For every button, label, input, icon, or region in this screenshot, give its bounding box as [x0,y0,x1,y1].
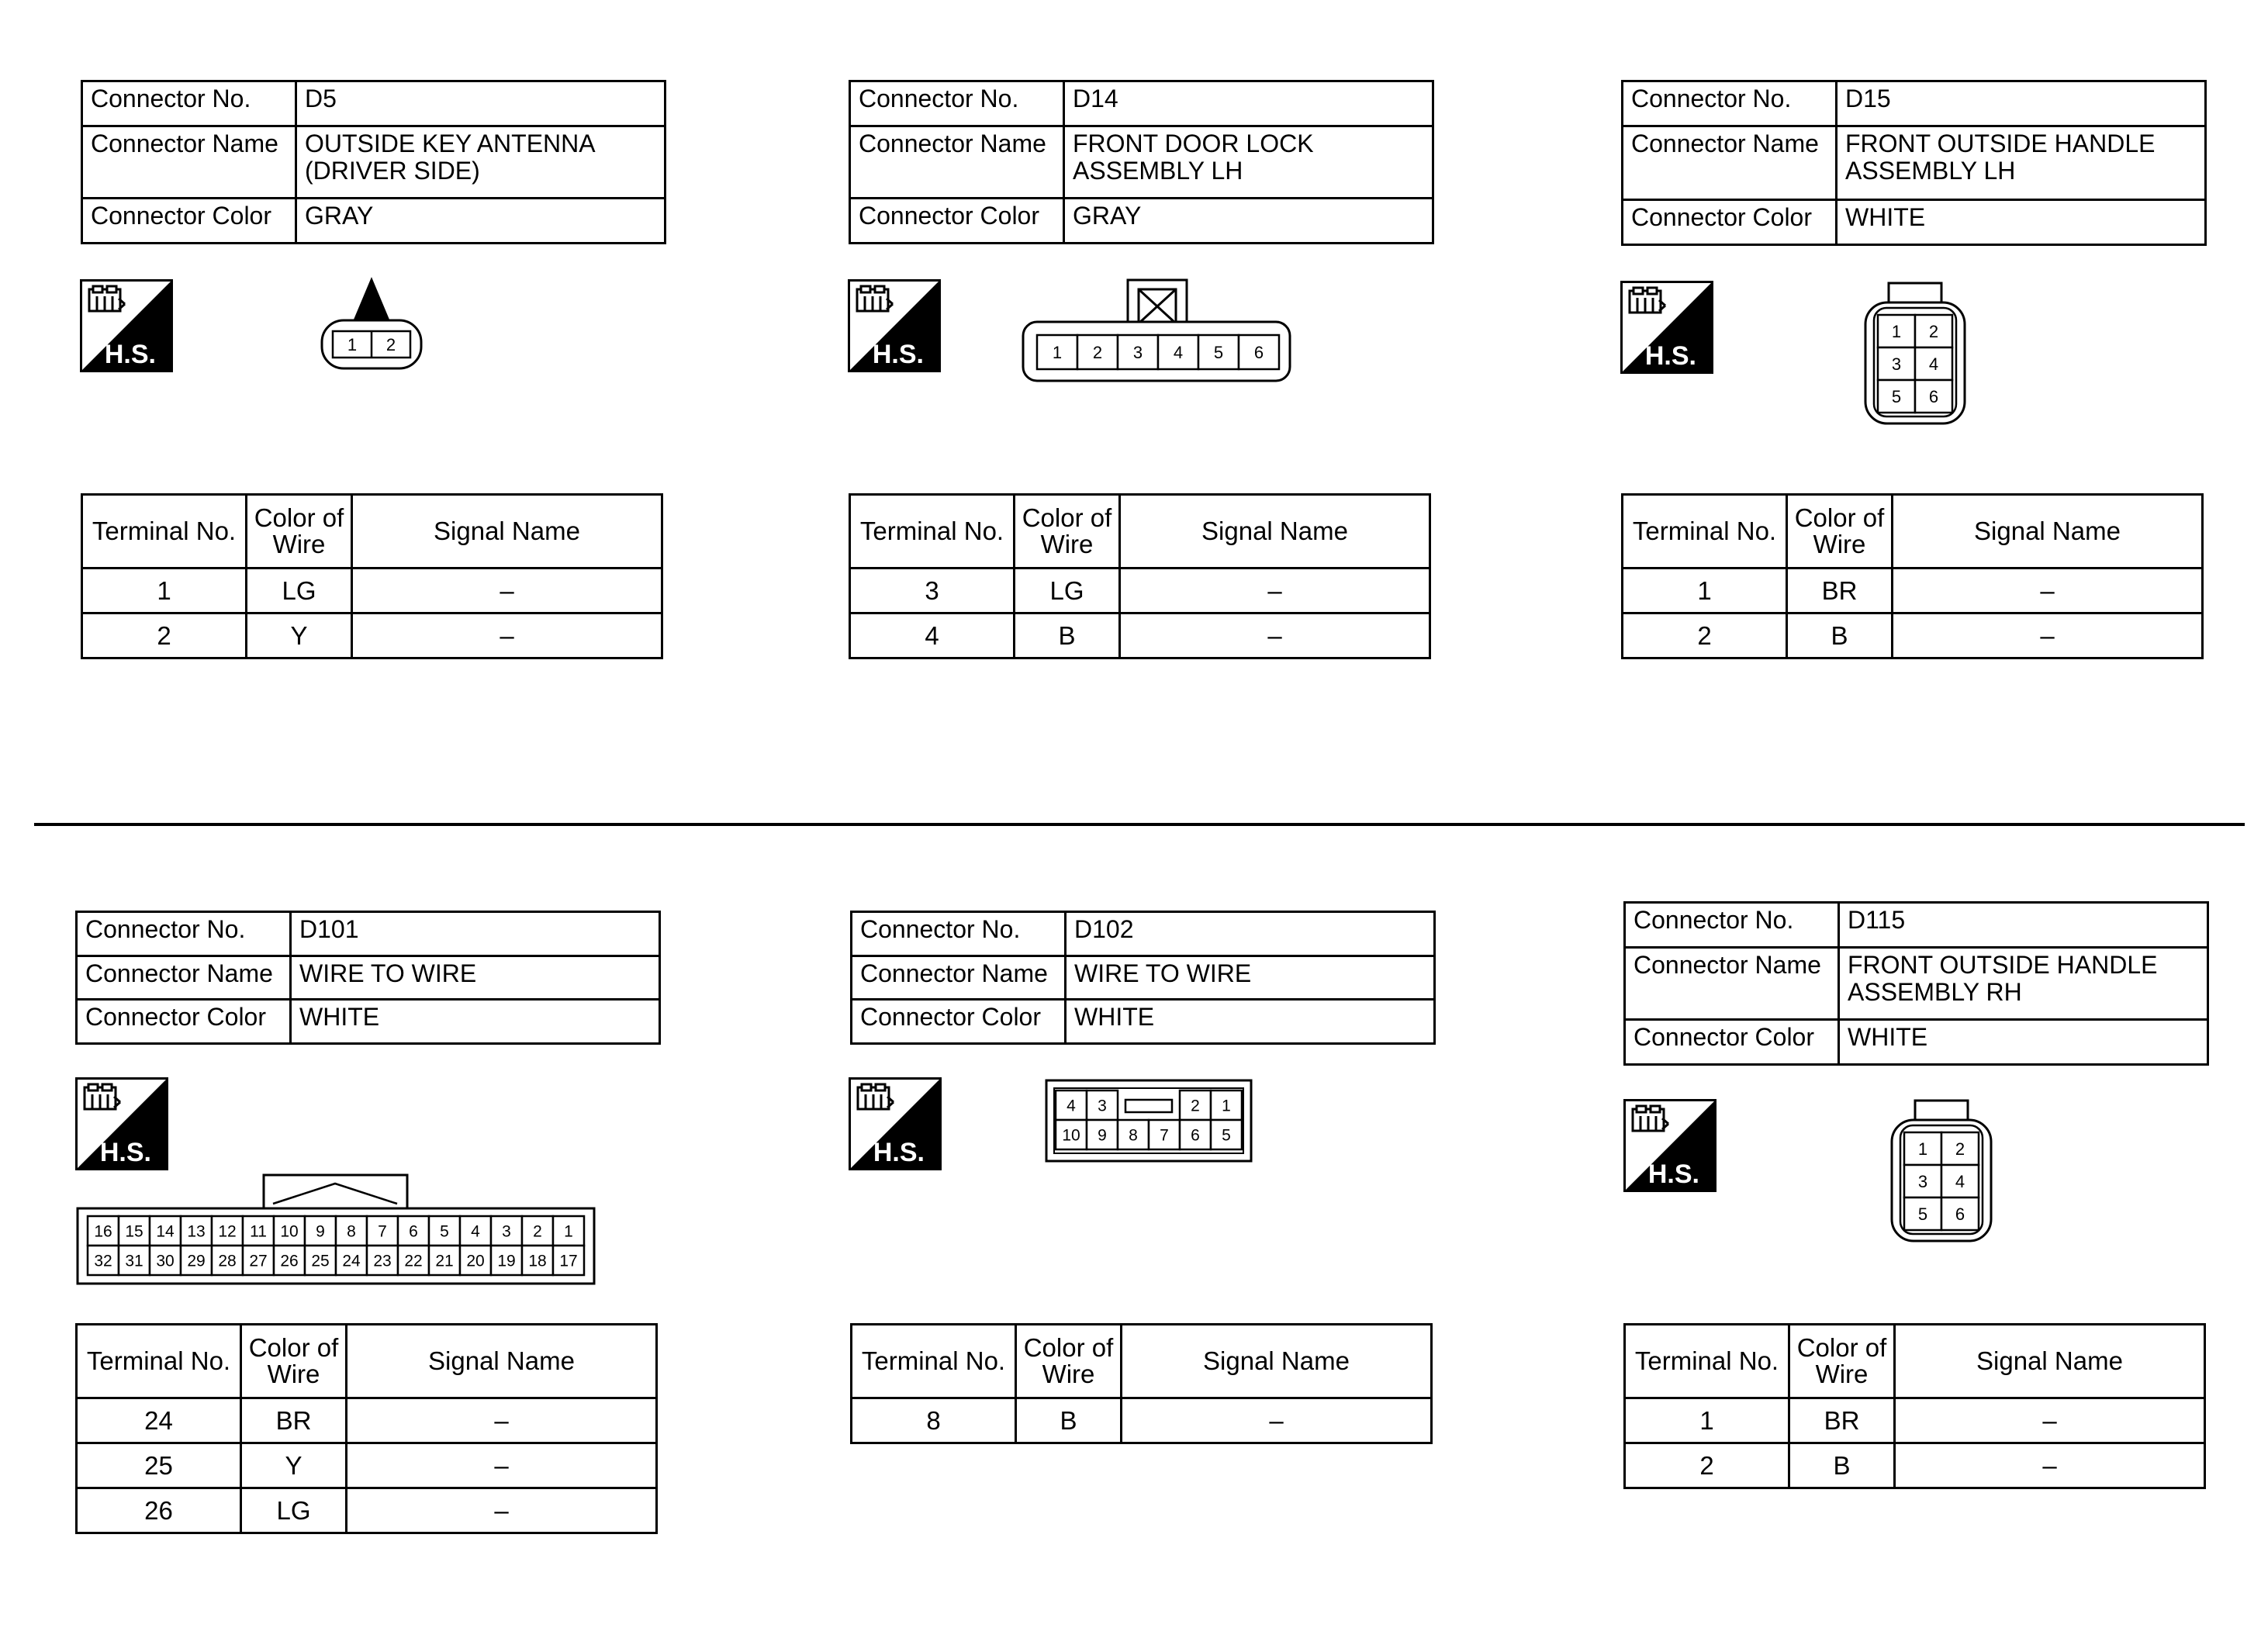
terminal-panel-d102 [850,1323,1433,1444]
wire-color-header-line-1: Color of [248,1333,339,1362]
connector-name-value: WIRE TO WIRE [291,956,660,1000]
pin-label: 2 [385,335,396,354]
connector-name-line-1: FRONT OUTSIDE HANDLE [1845,130,2156,157]
terminal-no-header: Terminal No. [852,1325,1016,1398]
wire-color-cell: LG [1015,569,1120,613]
connector-no-value: D115 [1839,903,2208,948]
pin-label: 3 [1891,354,1902,374]
pin-label: 31 [125,1252,143,1270]
terminal-table [1621,493,2204,659]
wire-color-cell: B [1015,613,1120,658]
hs-label: H.S. [104,340,156,369]
terminal-no-header: Terminal No. [77,1325,241,1398]
connector-no-value: D14 [1064,81,1433,126]
signal-name-cell: – [1120,613,1430,658]
table-row [1625,1398,2205,1443]
signal-name-header: Signal Name [1120,495,1430,569]
signal-name-header: Signal Name [352,495,662,569]
terminal-no-cell: 26 [77,1488,241,1533]
connector-name-label: Connector Name [850,126,1064,199]
pin-label: 7 [378,1222,387,1241]
connector-panel-d5 [81,80,666,244]
connector-info-table [849,80,1434,244]
wire-color-header-line-1: Color of [1794,503,1885,532]
terminal-panel-d14 [849,493,1431,659]
connector-panel-d102 [850,911,1436,1045]
terminal-table [849,493,1431,659]
connector-panel-d14 [849,80,1434,244]
connector-face-d102 [1044,1078,1253,1163]
pin-label: 2 [1191,1097,1200,1115]
table-row [77,1488,657,1533]
connector-color-label: Connector Color [850,199,1064,244]
pin-label: 8 [1129,1126,1138,1145]
pin-label: 9 [316,1222,325,1241]
signal-name-cell: – [1893,569,2203,613]
harness-side-icon [1620,281,1713,374]
pin-label: 1 [347,335,358,354]
pin-label: 25 [311,1252,330,1270]
connector-info-table [75,911,661,1045]
table-row [1625,1443,2205,1488]
connector-color-label: Connector Color [1623,200,1837,245]
terminal-no-cell: 25 [77,1443,241,1488]
terminal-no-header: Terminal No. [1623,495,1787,569]
connector-name-value [296,126,666,199]
wire-color-cell: Y [247,613,352,658]
pin-label: 21 [435,1252,454,1270]
pin-label: 10 [1062,1126,1080,1145]
section-divider [34,823,2245,826]
pin-label: 5 [1213,342,1224,362]
connector-name-line-1: FRONT OUTSIDE HANDLE [1848,951,2158,979]
table-row [852,1398,1432,1443]
pin-label: 9 [1098,1126,1107,1145]
pin-label: 14 [156,1222,175,1241]
pin-label: 30 [156,1252,175,1270]
pin-label: 11 [250,1222,267,1241]
terminal-panel-d15 [1621,493,2204,659]
wire-color-cell: BR [1787,569,1893,613]
pin-label: 6 [1955,1204,1965,1224]
connector-panel-d15 [1621,80,2207,246]
connector-color-label: Connector Color [77,1000,291,1044]
hs-label: H.S. [1647,1160,1699,1189]
signal-name-cell: – [347,1443,657,1488]
wire-color-cell: BR [1789,1398,1895,1443]
wire-color-header [1016,1325,1122,1398]
connector-name-label: Connector Name [852,956,1066,1000]
pin-label: 13 [187,1222,206,1241]
pin-label: 32 [94,1252,112,1270]
connector-color-value: GRAY [1064,199,1433,244]
table-row [1623,569,2203,613]
connector-info-table [1623,901,2209,1066]
connector-name-value [1837,126,2206,200]
connector-no-label: Connector No. [850,81,1064,126]
terminal-no-cell: 8 [852,1398,1016,1443]
wire-color-header-line-1: Color of [1796,1333,1887,1362]
connector-color-value: WHITE [1839,1020,2208,1065]
pin-label: 5 [1917,1204,1928,1224]
table-row [77,1443,657,1488]
wire-color-cell: B [1016,1398,1122,1443]
pin-label: 1 [1052,342,1063,362]
terminal-no-cell: 2 [82,613,247,658]
pin-label: 22 [404,1252,423,1270]
connector-color-value: WHITE [1066,1000,1435,1044]
connector-name-label: Connector Name [1625,948,1839,1020]
signal-name-cell: – [1120,569,1430,613]
connector-color-label: Connector Color [82,199,296,244]
connector-color-label: Connector Color [852,1000,1066,1044]
pin-label: 10 [280,1222,299,1241]
terminal-panel-d101 [75,1323,658,1534]
wire-color-cell: BR [241,1398,347,1443]
connector-color-value: WHITE [291,1000,660,1044]
pin-label: 15 [125,1222,143,1241]
pin-label: 1 [564,1222,573,1241]
connector-no-label: Connector No. [77,912,291,956]
pin-label: 27 [249,1252,268,1270]
connector-face-d101 [75,1173,598,1287]
hs-label: H.S. [872,340,924,369]
wire-color-header-line-1: Color of [254,503,344,532]
connector-panel-d101 [75,911,661,1045]
connector-no-value: D102 [1066,912,1435,956]
terminal-no-header: Terminal No. [850,495,1015,569]
connector-no-value: D101 [291,912,660,956]
table-row [1623,613,2203,658]
wire-color-header [1787,495,1893,569]
pin-label: 3 [1917,1171,1928,1191]
harness-side-icon [1623,1099,1716,1192]
connector-face-d14 [1021,278,1294,384]
wire-color-header-line-2: Wire [1040,530,1094,558]
connector-name-line-1: FRONT DOOR LOCK [1073,130,1314,157]
pin-label: 5 [1891,386,1902,406]
wire-color-cell: B [1787,613,1893,658]
connector-name-value: WIRE TO WIRE [1066,956,1435,1000]
terminal-no-cell: 2 [1623,613,1787,658]
wire-color-cell: LG [241,1488,347,1533]
connector-no-label: Connector No. [1625,903,1839,948]
wire-color-header [1015,495,1120,569]
connector-color-value: WHITE [1837,200,2206,245]
pin-label: 6 [1253,342,1264,362]
pin-label: 17 [559,1252,578,1270]
signal-name-header: Signal Name [1122,1325,1432,1398]
connector-name-line-2: ASSEMBLY RH [1848,978,2022,1006]
pin-label: 23 [373,1252,392,1270]
pin-label: 5 [1222,1126,1231,1145]
terminal-no-cell: 1 [1623,569,1787,613]
hs-label: H.S. [1644,341,1696,371]
harness-side-icon [75,1077,168,1170]
wire-color-header [241,1325,347,1398]
connector-name-line-2: ASSEMBLY LH [1845,157,2016,185]
pin-label: 6 [1191,1126,1200,1145]
pin-label: 16 [94,1222,112,1241]
signal-name-header: Signal Name [1895,1325,2205,1398]
pin-label: 4 [1955,1171,1965,1191]
pin-label: 2 [1092,342,1103,362]
pin-label: 4 [471,1222,480,1241]
connector-name-line-2: ASSEMBLY LH [1073,157,1243,185]
pin-label: 8 [347,1222,356,1241]
connector-name-label: Connector Name [1623,126,1837,200]
signal-name-cell: – [1893,613,2203,658]
connector-info-table [850,911,1436,1045]
pin-label: 2 [1955,1139,1965,1159]
pin-label: 4 [1928,354,1939,374]
pin-label: 24 [342,1252,361,1270]
connector-no-label: Connector No. [852,912,1066,956]
connector-panel-d115 [1623,901,2209,1066]
pin-label: 1 [1917,1139,1928,1159]
table-row [850,613,1430,658]
connector-name-label: Connector Name [82,126,296,199]
signal-name-header: Signal Name [347,1325,657,1398]
pin-label: 5 [440,1222,449,1241]
pin-label: 3 [1098,1097,1107,1115]
hs-label: H.S. [99,1138,151,1167]
pin-label: 2 [1928,321,1939,341]
signal-name-cell: – [347,1488,657,1533]
pin-label: 7 [1160,1126,1169,1145]
terminal-table [75,1323,658,1534]
pin-label: 18 [528,1252,547,1270]
pin-label: 1 [1891,321,1902,341]
connector-face-d5 [320,275,424,372]
wire-color-cell: Y [241,1443,347,1488]
wire-color-cell: LG [247,569,352,613]
pin-label: 6 [409,1222,418,1241]
pin-label: 4 [1067,1097,1076,1115]
pin-label: 4 [1173,342,1184,362]
pin-label: 20 [466,1252,485,1270]
connector-color-label: Connector Color [1625,1020,1839,1065]
connector-name-value [1064,126,1433,199]
terminal-no-cell: 24 [77,1398,241,1443]
pin-label: 3 [502,1222,511,1241]
signal-name-cell: – [352,613,662,658]
wire-color-header-line-2: Wire [1813,530,1866,558]
signal-name-header: Signal Name [1893,495,2203,569]
terminal-panel-d5 [81,493,663,659]
key-slot [1125,1100,1172,1112]
terminal-table [850,1323,1433,1444]
signal-name-cell: – [1895,1443,2205,1488]
terminal-no-cell: 4 [850,613,1015,658]
terminal-table [81,493,663,659]
wire-color-header-line-2: Wire [267,1360,320,1388]
pin-label: 19 [497,1252,516,1270]
hs-label: H.S. [873,1138,925,1167]
connector-face-d15 [1863,281,1968,427]
harness-side-icon [80,279,173,372]
signal-name-cell: – [1122,1398,1432,1443]
terminal-no-cell: 2 [1625,1443,1789,1488]
connector-no-value: D15 [1837,81,2206,126]
connector-info-table [1621,80,2207,246]
pin-label: 12 [218,1222,237,1241]
connector-name-label: Connector Name [77,956,291,1000]
signal-name-cell: – [1895,1398,2205,1443]
table-row [850,569,1430,613]
signal-name-cell: – [347,1398,657,1443]
connector-name-line-2: (DRIVER SIDE) [305,157,480,185]
signal-name-cell: – [352,569,662,613]
terminal-no-header: Terminal No. [82,495,247,569]
table-row [82,569,662,613]
wire-color-header-line-2: Wire [1042,1360,1095,1388]
wire-color-cell: B [1789,1443,1895,1488]
terminal-no-cell: 3 [850,569,1015,613]
pin-label: 2 [533,1222,542,1241]
table-row [82,613,662,658]
connector-name-value [1839,948,2208,1020]
wire-color-header [247,495,352,569]
wire-color-header-line-1: Color of [1023,1333,1114,1362]
pin-label: 6 [1928,386,1939,406]
wire-color-header-line-2: Wire [272,530,326,558]
harness-side-icon [849,1077,942,1170]
pin-label: 1 [1222,1097,1231,1115]
terminal-no-cell: 1 [82,569,247,613]
pin-label: 3 [1132,342,1143,362]
connector-no-label: Connector No. [1623,81,1837,126]
terminal-table [1623,1323,2206,1489]
wire-color-header-line-1: Color of [1022,503,1112,532]
terminal-no-cell: 1 [1625,1398,1789,1443]
terminal-panel-d115 [1623,1323,2206,1489]
wire-color-header-line-2: Wire [1815,1360,1869,1388]
connector-color-value: GRAY [296,199,666,244]
connector-no-value: D5 [296,81,666,126]
connector-info-table [81,80,666,244]
connector-name-line-1: OUTSIDE KEY ANTENNA [305,130,596,157]
pin-label: 29 [187,1252,206,1270]
terminal-no-header: Terminal No. [1625,1325,1789,1398]
table-row [77,1398,657,1443]
pin-label: 26 [280,1252,299,1270]
pin-label: 28 [218,1252,237,1270]
connector-face-d115 [1889,1098,1994,1244]
connector-no-label: Connector No. [82,81,296,126]
wire-color-header [1789,1325,1895,1398]
harness-side-icon [848,279,941,372]
